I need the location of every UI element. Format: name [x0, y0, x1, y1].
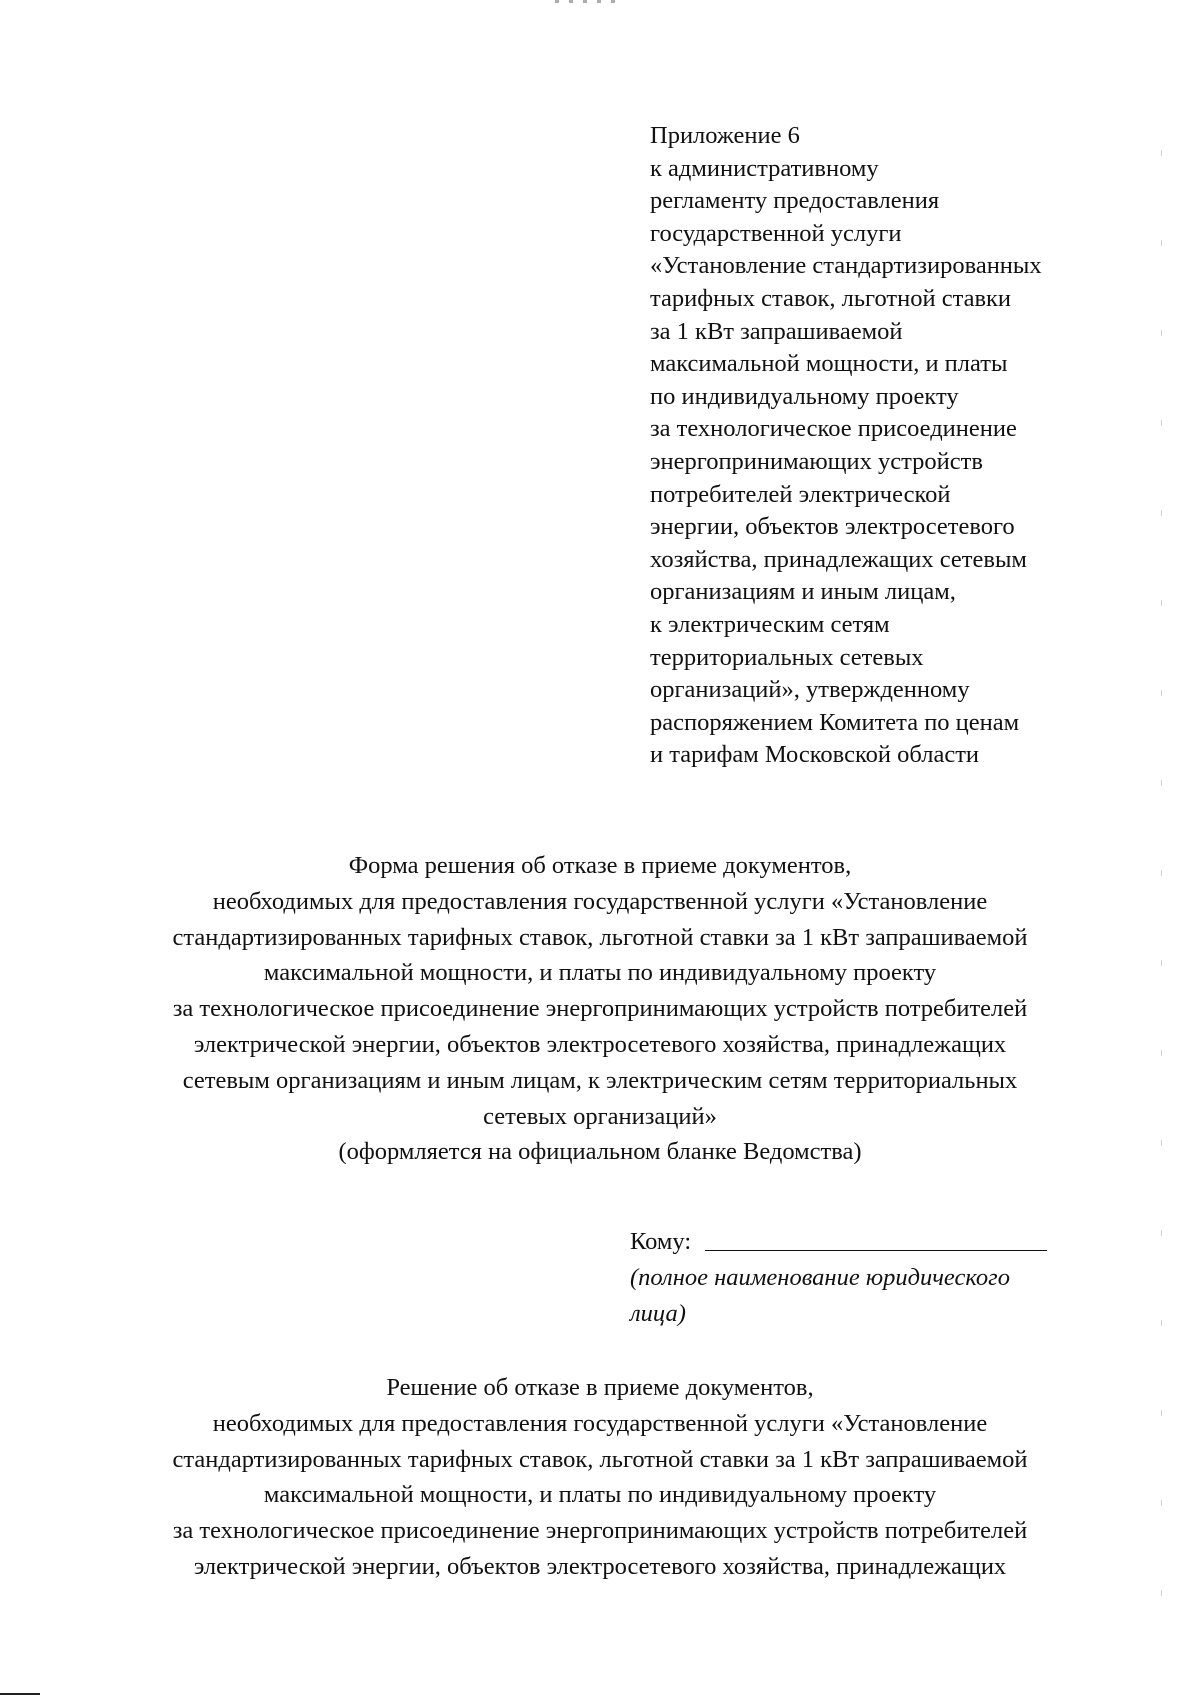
decision-title-line: необходимых для предоставления государственной услуги «Установление: [212, 1409, 988, 1437]
appendix-line: государственной услуги: [650, 219, 902, 247]
recipient-block: [630, 1218, 1090, 1332]
form-title-line: максимальной мощности, и платы по индивидуальному проекту: [263, 959, 937, 987]
appendix-line: организаций», утвержденному: [650, 676, 970, 704]
recipient-hint: [630, 1260, 1090, 1332]
appendix-line: к электрическим сетям: [650, 610, 890, 638]
form-title-line: сетевых организаций»: [483, 1102, 717, 1130]
appendix-line: по индивидуальному проекту: [650, 382, 959, 410]
recipient-hint-line: лица): [630, 1300, 686, 1327]
decision-title: [60, 1370, 1140, 1585]
appendix-line: «Установление стандартизированных: [650, 252, 1042, 280]
appendix-line: тарифных ставок, льготной ставки: [650, 284, 1012, 312]
appendix-header: [650, 120, 1150, 772]
appendix-line: и тарифам Московской области: [650, 741, 980, 769]
decision-title-line: стандартизированных тарифных ставок, льготной ставки за 1 кВт запрашиваемой: [172, 1445, 1028, 1473]
appendix-line: Приложение 6: [650, 122, 800, 149]
scan-artifact-right: [1161, 150, 1162, 1650]
appendix-line: энергии, объектов электросетевого: [650, 513, 1015, 541]
form-title-line: за технологическое присоединение энергопринимающих устройств потребителей: [172, 995, 1028, 1023]
decision-title-line: за технологическое присоединение энергопринимающих устройств потребителей: [172, 1517, 1028, 1545]
appendix-line: за 1 кВт запрашиваемой: [650, 317, 903, 345]
appendix-line: к административному: [650, 154, 879, 182]
form-title-line: электрической энергии, объектов электросетевого хозяйства, принадлежащих: [193, 1030, 1007, 1058]
appendix-line: за технологическое присоединение: [650, 415, 1017, 443]
recipient-label: Кому:: [630, 1228, 692, 1255]
scan-artifact-top: [555, 0, 625, 3]
form-title-line: сетевым организациям и иным лицам, к электрическим сетям территориальных: [182, 1066, 1018, 1094]
form-title: [60, 848, 1140, 1170]
appendix-line: максимальной мощности, и платы: [650, 350, 1008, 378]
form-title-line: Форма решения об отказе в приеме документов,: [348, 852, 852, 879]
decision-title-line: электрической энергии, объектов электросетевого хозяйства, принадлежащих: [193, 1552, 1007, 1580]
form-title-note: (оформляется на официальном бланке Ведомства): [338, 1138, 862, 1166]
appendix-line: потребителей электрической: [650, 480, 951, 508]
appendix-line: энергопринимающих устройств: [650, 447, 983, 475]
appendix-line: организациям и иным лицам,: [650, 578, 956, 606]
decision-title-line: максимальной мощности, и платы по индивидуальному проекту: [263, 1481, 937, 1509]
form-title-line: стандартизированных тарифных ставок, льготной ставки за 1 кВт запрашиваемой: [172, 923, 1028, 951]
decision-title-line: Решение об отказе в приеме документов,: [386, 1374, 814, 1401]
recipient-blank-line: [705, 1250, 1047, 1251]
appendix-line: территориальных сетевых: [650, 643, 924, 671]
recipient-hint-line: (полное наименование юридического: [630, 1264, 1010, 1291]
appendix-line: распоряжением Комитета по ценам: [650, 708, 1020, 736]
scan-artifact-bottom: [0, 1693, 40, 1695]
appendix-line: регламенту предоставления: [650, 187, 940, 215]
form-title-line: необходимых для предоставления государственной услуги «Установление: [212, 887, 988, 915]
appendix-line: хозяйства, принадлежащих сетевым: [650, 545, 1027, 573]
